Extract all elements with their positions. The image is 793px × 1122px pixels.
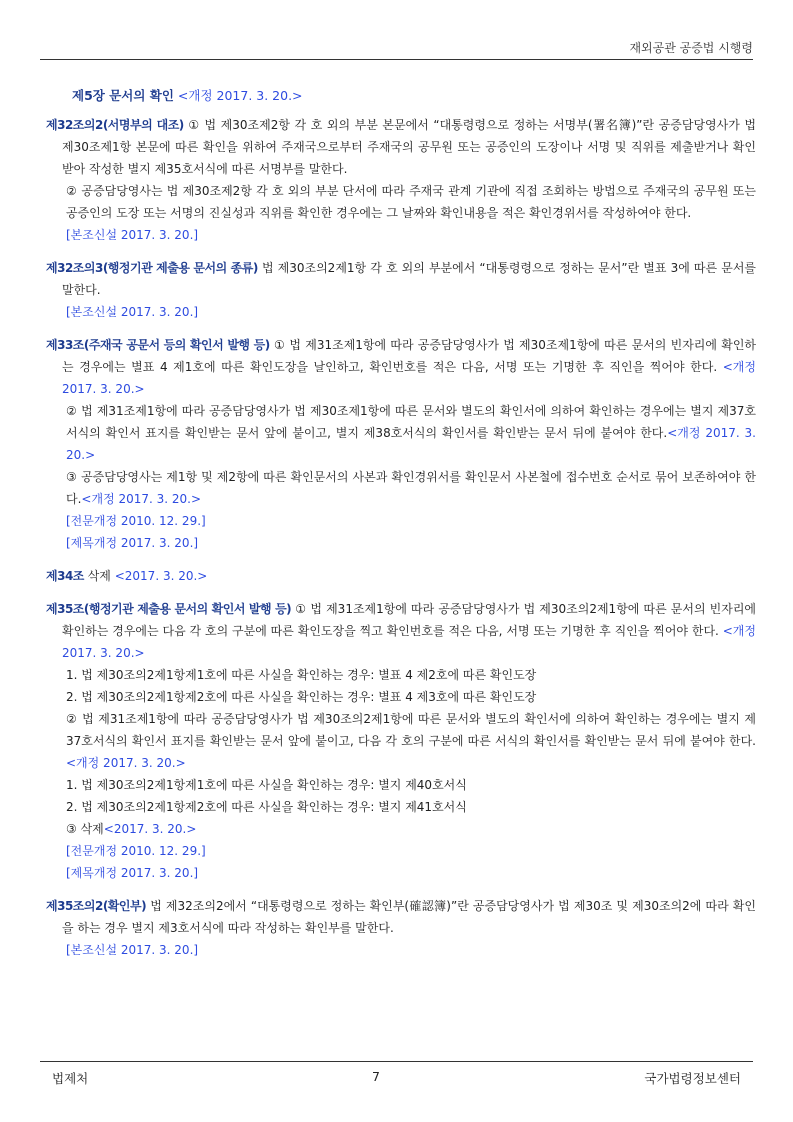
page-footer xyxy=(40,1061,753,1086)
chapter-amend: <개정 2017. 3. 20.> xyxy=(177,88,303,103)
history-note: [전문개정 2010. 12. 29.] xyxy=(66,844,206,858)
article-text: ① 법 제31조제1항에 따라 공증담당영사가 법 제30조제1항에 따른 문서의 빈자리에 확인하는 경우에는 별표 4 제1호에 따른 확인도장을 날인하고, 확인번호를 적은 다음, 서명 또는 기명한 후 직인을 찍어야 한다. xyxy=(62,338,756,374)
article-title: 제35조의2(확인부) xyxy=(46,899,147,913)
article-title: 제34조 xyxy=(46,569,84,583)
history-note: [본조신설 2017. 3. 20.] xyxy=(66,228,199,242)
paragraph: ② 공증담당영사는 법 제30조제2항 각 호 외의 부분 단서에 따라 주재국 관계 기관에 직접 조회하는 방법으로 주재국의 공무원 또는 공증인의 도장 또는 서명의 진실성과 직위를 확인한 경우에는 그 날짜와 확인내용을 적은 확인경위서를 작성하여야 한다. xyxy=(66,184,756,220)
article-title: 제33조(주재국 공문서 등의 확인서 발행 등) xyxy=(46,338,270,352)
article-text: 법 제32조의2에서 “대통령령으로 정하는 확인부(確認簿)”란 공증담당영사가 법 제30조 및 제30조의2에 따라 확인을 하는 경우 별지 제3호서식에 따라 작성하는 확인부를 말한다. xyxy=(62,899,756,935)
history-note: [제목개정 2017. 3. 20.] xyxy=(66,536,199,550)
amend-note: <개정 2017. 3. 20.> xyxy=(62,360,756,396)
chapter-title: 제5장 문서의 확인 xyxy=(72,88,174,103)
page-number: 7 xyxy=(372,1069,380,1084)
list-item: 2. 법 제30조의2제1항제2호에 따른 사실을 확인하는 경우: 별지 제41호서식 xyxy=(66,800,467,814)
list-item: 2. 법 제30조의2제1항제2호에 따른 사실을 확인하는 경우: 별표 4 제3호에 따른 확인도장 xyxy=(66,690,537,704)
amend-note: <2017. 3. 20.> xyxy=(114,569,208,583)
amend-note: <2017. 3. 20.> xyxy=(103,822,197,836)
list-item: 1. 법 제30조의2제1항제1호에 따른 사실을 확인하는 경우: 별지 제40호서식 xyxy=(66,778,467,792)
amend-note: <개정 2017. 3. 20.> xyxy=(66,756,186,770)
paragraph: ③ 공증담당영사는 제1항 및 제2항에 따른 확인문서의 사본과 확인경위서를 확인문서 사본철에 접수번호 순서로 묶어 보존하여야 한다.<개정 2017. 3. 20.> xyxy=(66,470,756,506)
chapter-heading xyxy=(46,82,756,110)
article-text: 삭제 xyxy=(83,569,115,583)
article-title: 제32조의2(서명부의 대조) xyxy=(46,118,184,132)
article-text: 법 제30조의2제1항 각 호 외의 부분에서 “대통령령으로 정하는 문서”란 별표 3에 따른 문서를 말한다. xyxy=(62,261,757,297)
history-note: [본조신설 2017. 3. 20.] xyxy=(66,943,199,957)
history-note: [전문개정 2010. 12. 29.] xyxy=(66,514,206,528)
history-note: [제목개정 2017. 3. 20.] xyxy=(66,866,199,880)
article-title: 제32조의3(행정기관 제출용 문서의 종류) xyxy=(46,261,258,275)
amend-note: <개정 2017. 3. 20.> xyxy=(81,492,202,506)
header-title: 재외공관 공증법 시행령 xyxy=(629,41,753,55)
page-header xyxy=(40,33,753,60)
footer-left: 법제처 xyxy=(52,1071,89,1086)
article-32-3 xyxy=(46,257,756,323)
paragraph: ② 법 제31조제1항에 따라 공증담당영사가 법 제30조제1항에 따른 문서와 별도의 확인서에 의하여 확인하는 경우에는 별지 제37호서식의 확인서 표지를 확인받는 문서 앞에 붙이고, 별지 제38호서식의 확인서를 확인받는 문서 뒤에 붙여야 한다.<개정 2017. 3. 20.> xyxy=(66,404,756,462)
history-note: [본조신설 2017. 3. 20.] xyxy=(66,305,199,319)
article-text: ① 법 제31조제1항에 따라 공증담당영사가 법 제30조의2제1항에 따른 문서의 빈자리에 확인하는 경우에는 다음 각 호의 구분에 따른 확인도장을 찍고 확인번호를 적은 다음, 서명 또는 기명한 후 직인을 찍어야 한다. xyxy=(62,602,757,638)
article-33 xyxy=(46,334,756,554)
document-body xyxy=(46,82,756,972)
footer-right: 국가법령정보센터 xyxy=(644,1071,741,1086)
article-35 xyxy=(46,598,756,884)
article-34 xyxy=(46,565,756,587)
article-text: ① 법 제30조제2항 각 호 외의 부분 본문에서 “대통령령으로 정하는 서명부(署名簿)”란 공증담당영사가 법 제30조제1항 본문에 따른 확인을 위하여 주재국으로부터 주재국의 공무원 또는 공증인의 도장이나 서명 및 직위를 제출받거나 확인받아 작성한 별지 제35호서식에 따른 서명부를 말한다. xyxy=(62,118,756,176)
article-35-2 xyxy=(46,895,756,961)
list-item: 1. 법 제30조의2제1항제1호에 따른 사실을 확인하는 경우: 별표 4 제2호에 따른 확인도장 xyxy=(66,668,537,682)
paragraph: ③ 삭제<2017. 3. 20.> xyxy=(66,822,197,836)
article-32-2 xyxy=(46,114,756,246)
article-title: 제35조(행정기관 제출용 문서의 확인서 발행 등) xyxy=(46,602,292,616)
amend-note: <개정 2017. 3. 20.> xyxy=(62,624,756,660)
paragraph: ② 법 제31조제1항에 따라 공증담당영사가 법 제30조의2제1항에 따른 문서와 별도의 확인서에 의하여 확인하는 경우에는 별지 제37호서식의 확인서 표지를 확인받는 문서 앞에 붙이고, 다음 각 호의 구분에 따른 서식의 확인서를 확인받는 문서 뒤에 붙여야 한다.<개정 2017. 3. 20.> xyxy=(66,712,756,770)
amend-note: <개정 2017. 3. 20.> xyxy=(66,426,756,462)
